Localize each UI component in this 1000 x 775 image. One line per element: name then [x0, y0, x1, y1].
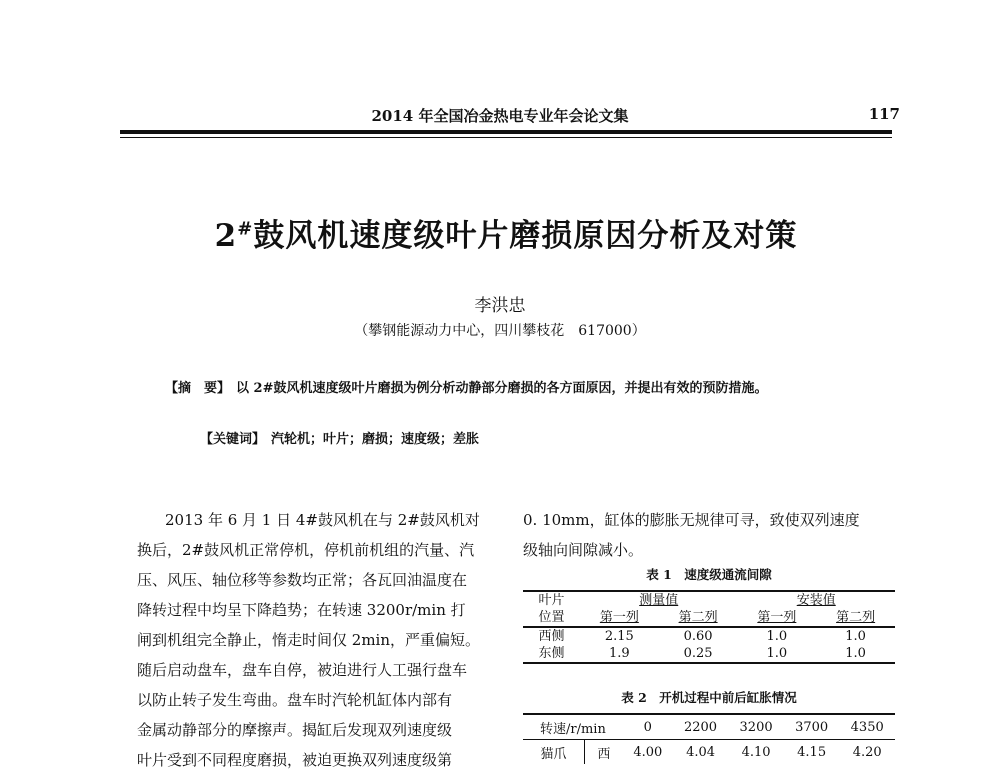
table2-header-speed: 转速/r/min	[523, 714, 623, 740]
author-name: 李洪忠	[474, 296, 526, 316]
header-rule-thin	[120, 137, 892, 138]
table-cell: 4.15	[797, 744, 827, 760]
keywords-text: 汽轮机；叶片；磨损；速度级；差胀	[271, 432, 480, 447]
table-cell: 2.15	[580, 627, 659, 645]
table2-speed: 0	[623, 714, 673, 740]
table1-subheader: 第一列	[757, 610, 797, 625]
body-line: 以防止转子发生弯曲。盘车时汽轮机缸体内部有	[137, 691, 453, 709]
table2-row-group: 猫爪	[523, 740, 584, 765]
table2-speed: 3200	[728, 714, 784, 740]
table-cell: 1.0	[845, 646, 866, 661]
title-prefix: 2	[214, 218, 238, 254]
table1-subheader: 第一列	[599, 610, 639, 625]
paper-title	[120, 210, 892, 255]
title-superscript: #	[237, 218, 254, 240]
table2-speed: 2200	[673, 714, 729, 740]
body-line: 叶片受到不同程度磨损，被迫更换双列速度级第	[137, 751, 453, 769]
table2-speed: 3700	[784, 714, 840, 740]
body-line: 随后启动盘车，盘车自停，被迫进行人工强行盘车	[137, 661, 468, 679]
body-line: 压、风压、轴位移等参数均正常；各瓦回油温度在	[137, 571, 468, 589]
table-row	[523, 740, 895, 765]
body-line: 2013 年 6 月 1 日 4#鼓风机在与 2#鼓风机对	[165, 511, 480, 529]
abstract	[165, 377, 865, 401]
table1-header-position: 位置	[538, 610, 565, 625]
header-rule-thick	[120, 130, 892, 134]
table-cell: 0.25	[683, 646, 713, 661]
table-cell: 4.04	[686, 744, 716, 760]
page-number: 117	[868, 105, 900, 123]
body-line: 降转过程中均呈下降趋势；在转速 3200r/min 打	[137, 601, 466, 619]
table1-caption: 表 1 速度级通流间隙	[646, 567, 772, 582]
author-affiliation: （攀钢能源动力中心，四川攀枝花 617000）	[354, 323, 646, 339]
table-cell: 4.00	[633, 744, 663, 760]
table-cell: 东侧	[538, 646, 565, 661]
table1-header-blade: 叶片	[538, 593, 565, 608]
body-line: 级轴向间隙减小。	[523, 541, 644, 559]
table-cell: 1.9	[609, 646, 630, 661]
table1-subheader: 第二列	[678, 610, 718, 625]
table1-header-measured: 测量值	[639, 593, 679, 608]
table1-velocity-stage-clearance	[523, 590, 895, 664]
body-left-column	[137, 505, 495, 775]
table1-header-install: 安装值	[796, 593, 836, 608]
body-line: 闸到机组完全静止，惰走时间仅 2min，严重偏短。	[137, 631, 480, 649]
keywords	[200, 428, 800, 447]
abstract-text: 以 2#鼓风机速度级叶片磨损为例分析动静部分磨损的各方面原因，并提出有效的预防措施。	[236, 381, 768, 396]
body-line: 换后，2#鼓风机正常停机，停机前机组的汽量、汽	[137, 541, 475, 559]
table2-caption: 表 2 开机过程中前后缸胀情况	[621, 690, 797, 705]
body-line: 金属动静部分的摩擦声。揭缸后发现双列速度级	[137, 721, 453, 739]
table2-speed: 4350	[839, 714, 895, 740]
table-row	[523, 627, 895, 645]
title-main: 鼓风机速度级叶片磨损原因分析及对策	[253, 218, 798, 254]
table-cell: 4.10	[741, 744, 771, 760]
running-header-title: 2014 年全国冶金热电专业年会论文集	[371, 107, 629, 125]
body-line: 0. 10mm，缸体的膨胀无规律可寻，致使双列速度	[523, 511, 860, 529]
table-row	[523, 645, 895, 663]
table-cell: 1.0	[766, 646, 788, 661]
table-cell: 1.0	[737, 627, 816, 645]
keywords-label: 【关键词】	[200, 432, 266, 447]
table-cell: 西侧	[523, 627, 580, 645]
abstract-label: 【摘 要】	[165, 381, 231, 396]
table2-cylinder-expansion	[523, 713, 895, 764]
table-cell: 1.0	[816, 627, 895, 645]
table-cell: 0.60	[659, 627, 738, 645]
table-cell: 4.20	[852, 744, 882, 760]
body-right-column	[523, 505, 895, 565]
table2-row-side: 西	[597, 746, 611, 762]
table1-subheader: 第二列	[836, 610, 876, 625]
